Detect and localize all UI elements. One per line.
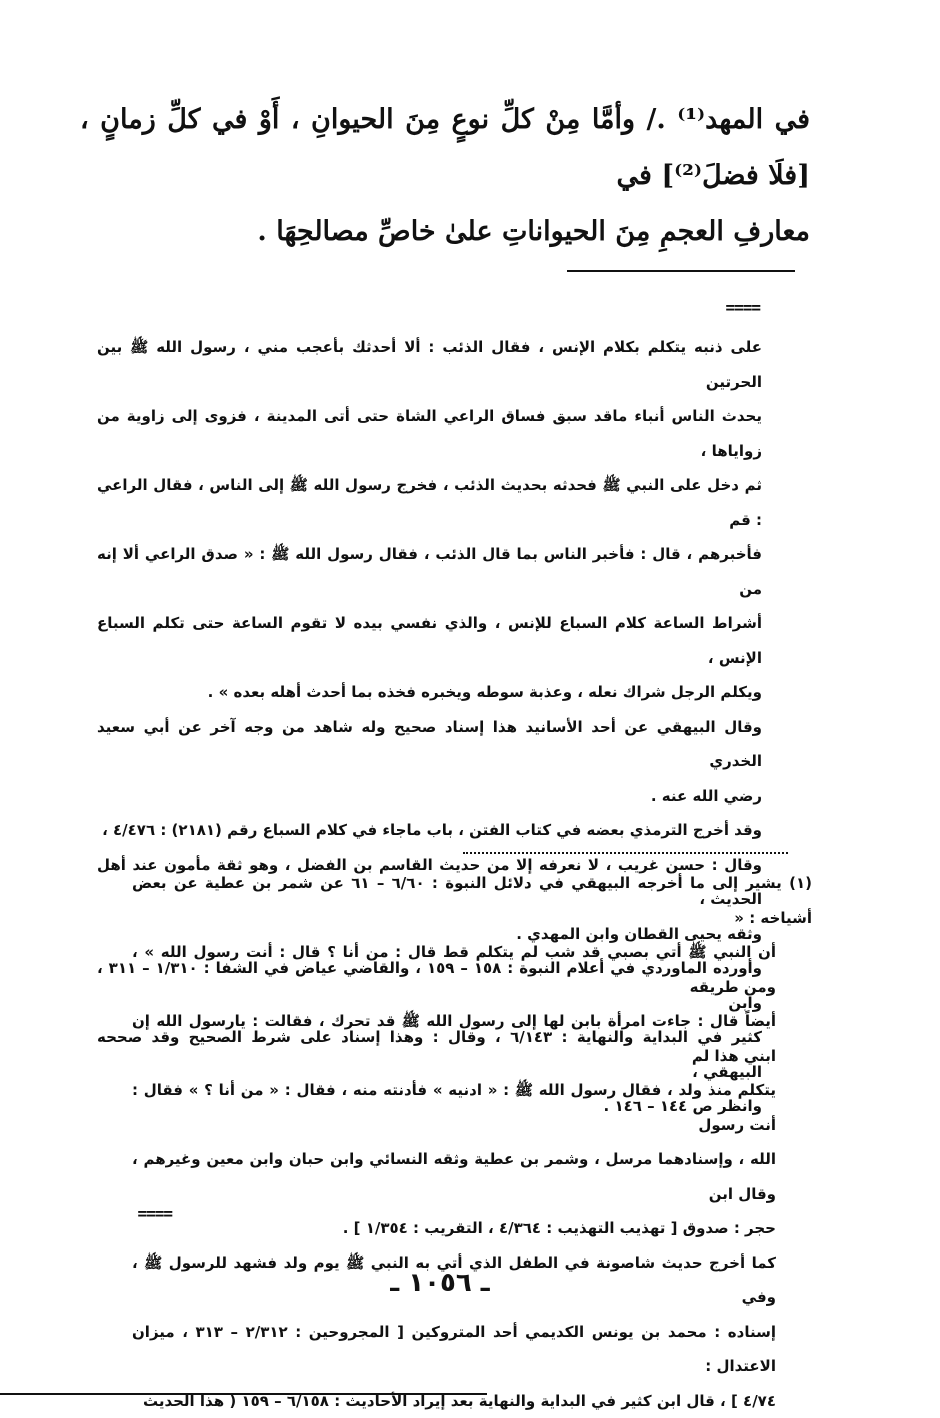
footnote-1 (132, 866, 812, 1418)
footnote-line: أيضاً قال : جاءت امرأة بابن لها إلى رسول الله ﷺ قد تحرك ، فقالت : يارسول الله إن ابني هذا لم (132, 1004, 812, 1073)
footnote-line: وأورده الماوردي في أعلام النبوة : ١٥٨ – ١٥٩ ، والقاضي عياض في الشفا : ١/٣١٠ – ٣١١ ، وابن (97, 951, 762, 1020)
footnote-line: رضي الله عنه . (97, 779, 762, 814)
footnote-line: الله ، وإسنادهما مرسل ، وشمر بن عطية وثقه النسائي وابن حبان وابن معين وغيرهم ، وقال ابن (132, 1142, 812, 1211)
footnote-line: يتكلم منذ ولد ، فقال رسول الله ﷺ : « ادنيه » فأدنته منه ، فقال : « من أنا ؟ » فقال : أنت رسول (132, 1073, 812, 1142)
footnote-line: كما أخرج حديث شاصونة في الطفل الذي أتي به النبي ﷺ يوم ولد فشهد للرسول ﷺ ، وفي (132, 1246, 812, 1315)
footnote-line: وثقه يحيى القطان وابن المهدي . (97, 917, 762, 952)
footnote-line: إسناده : محمد بن يونس الكديمي أحد المتروكين [ المجروحين : ٢/٣١٢ – ٣١٣ ، ميزان الاعتدال : (132, 1315, 812, 1384)
footnote-line: وقال البيهقي عن أحد الأسانيد هذا إسناد صحيح وله شاهد من وجه آخر عن أبي سعيد الخدري (97, 710, 762, 779)
footnote-line: ويكلم الرجل شراك نعله ، وعذبة سوطه ويخبره فخذه بما أحدث أهله بعده » . (97, 675, 762, 710)
footnote-line: (١) يشير إلى ما أخرجه البيهقي في دلائل النبوة : ٦/٦٠ – ٦١ عن شمر بن عطية عن بعض أشياخه : « (132, 866, 812, 935)
footnote-line: وقد أخرج الترمذي بعضه في كتاب الفتن ، باب ماجاء في كلام السباع رقم (٢١٨١) : ٤/٤٧٦ ، (97, 813, 762, 848)
footnote-line: وقال : حسن غريب ، لا نعرفه إلا من حديث القاسم بن الفضل ، وهو ثقة مأمون عند أهل الحديث ، (97, 848, 762, 917)
footnote-line: أشراط الساعة كلام السباع للإنس ، والذي نفسي بيده لا تقوم الساعة حتى تكلم السباع الإنس ، (97, 606, 762, 675)
footnote-separator-line (567, 270, 795, 272)
continuation-mark-top: ==== (725, 300, 760, 316)
main-text-line: في المهد⁽¹⁾ ./ وأمَّا مِنْ كلِّ نوعٍ مِنَ الحيوانِ ، أَوْ في كلِّ زمانٍ ، [فلَا فضلَ⁽²⁾] في (80, 92, 810, 204)
footnote-line: كثير في البداية والنهاية : ٦/١٤٣ ، وقال : وهذا إسناد على شرط الصحيح وقد صححه البيهقي ، (97, 1020, 762, 1089)
footnote-line: ٤/٧٤ ] ، قال ابن كثير في البداية والنهاية بعد إيراد الأحاديث : ٦/١٥٨ – ١٥٩ ( هذا الحديث (132, 1384, 812, 1418)
dotted-separator (463, 852, 788, 854)
main-text-line: معارفِ العجمِ مِنَ الحيواناتِ علىٰ خاصِّ مصالحِهَا . (80, 204, 810, 260)
continuation-mark-bottom: ==== (137, 1206, 172, 1222)
footnote-line: أن النبي ﷺ أتي بصبي قد شب لم يتكلم قط قال : من أنا ؟ قال : أنت رسول الله » ، ومن طريقه (132, 935, 812, 1004)
footnote-line: وانظر ص ١٤٤ – ١٤٦ . (97, 1089, 762, 1124)
page-number: ـ ١٠٥٦ ـ (0, 1268, 880, 1298)
scan-edge-line (0, 1393, 487, 1395)
footnote-line: ثم دخل على النبي ﷺ فحدثه بحديث الذئب ، فخرج رسول الله ﷺ إلى الناس ، فقال الراعي : قم (97, 468, 762, 537)
footnote-line: حجر : صدوق [ تهذيب التهذيب : ٤/٣٦٤ ، التقريب : ١/٣٥٤ ] . (132, 1211, 812, 1246)
footnote-line: يحدث الناس أنباء ماقد سبق فساق الراعي الشاة حتى أتى المدينة ، فزوى إلى زاوية من زواياها ، (97, 399, 762, 468)
footnote-line: فأخبرهم ، قال : فأخبر الناس بما قال الذئب ، فقال رسول الله ﷺ : « صدق الراعي ألا إنه من (97, 537, 762, 606)
footnote-line: على ذنبه يتكلم بكلام الإنس ، فقال الذئب : ألا أحدثك بأعجب مني ، رسول الله ﷺ بين الحرتين (97, 330, 762, 399)
main-text (80, 92, 810, 260)
